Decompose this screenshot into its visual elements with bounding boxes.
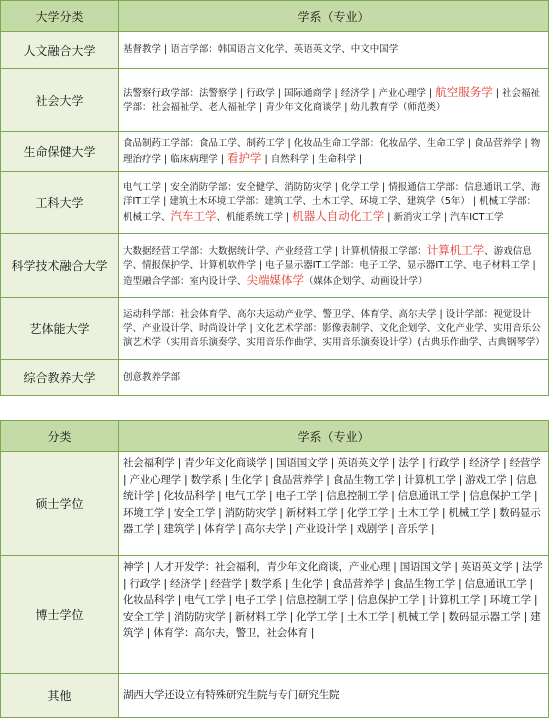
table-row	[1, 298, 549, 360]
majors-text: | 新消灾工学 | 汽车ICT工学	[384, 211, 504, 223]
departments-cell: 社会福利学 | 青少年文化商谈学 | 国语国文学 | 英语英文学 | 法学 | 行政学 | 经济学 | 经营学 | 产业心理学 | 数学系 | 生化学 | 食品营养学 | 食品生物工学 | 计算机工学 | 游戏工学 | 信息统计学 | 化妆品科学 | 电气工学 | 电子工学 | 信息控制工学 | 信息通讯工学 | 信息保护工学 | 环境工学 | 安全工学 | 消防防灾学 | 新材料工学 | 化学工学 | 土木工学 | 机械工学 | 数码显示器工学 | 建筑学 | 体育学 | 高尔夫学 | 产业设计学 | 戏剧学 | 音乐学 |	[119, 452, 549, 556]
highlighted-major: 尖端媒体学	[246, 272, 305, 287]
majors-text: 法警察行政学部：法警察学 | 行政学 | 国际通商学 | 经济学 | 产业心理学 |	[123, 88, 436, 99]
category-cell: 硕士学位	[1, 452, 119, 556]
majors-text: 大数据经营工学部：大数据统计学、产业经营工学 | 计算机情报工学部：	[123, 245, 427, 257]
majors-text: | 社会福祉学部：社会福祉学、老人福祉学 | 青少年文化商谈学 | 幼儿教育学（师范类）	[123, 88, 540, 113]
table-row	[1, 360, 549, 396]
majors-text: （媒体企划学、动画设计学）	[304, 275, 428, 287]
departments-cell	[119, 132, 549, 172]
departments-cell	[119, 32, 549, 69]
header-university-category: 大学分类	[1, 1, 119, 32]
majors-text: 运动科学部：社会体育学、高尔夫运动产业学、警卫学、体育学、高尔夫学 | 设计学部：视觉设计学、产业设计学、时尚设计学 | 文化艺术学部：影像表制学、文化企划学、文化产业学、实用音乐公演艺术学（实用音乐演奏学、实用音乐作曲学、实用音乐演奏设计学）(古典乐作曲学、古典钢琴学）	[123, 308, 545, 348]
departments-cell: 神学 | 人才开发学：社会福利，青少年文化商谈，产业心理 | 国语国文学 | 英语英文学 | 法学 | 行政学 | 经济学 | 经营学 | 数学系 | 生化学 | 食品营养学 | 食品生物工学 | 信息通讯工学 | 化妆品科学 | 电气工学 | 电子工学 | 信息控制工学 | 信息保护工学 | 计算机工学 | 环境工学 | 安全工学 | 消防防灾学 | 新材料工学 | 化学工学 | 土木工学 | 机械工学 | 数码显示器工学 | 建筑学 | 体育学：高尔夫，警卫，社会体育 |	[119, 556, 549, 674]
departments-cell	[119, 360, 549, 396]
highlighted-major: 看护学	[226, 150, 262, 165]
category-cell: 综合教养大学	[1, 360, 119, 396]
table-header-row	[1, 421, 549, 452]
departments-cell	[119, 172, 549, 234]
table-row	[1, 674, 549, 718]
majors-text: 电气工学 | 安全消防学部：安全健学、消防防灾学 | 化学工学 | 情报通信工学部：信息通讯工学、海洋IT工学 | 建筑土木环境工学部：建筑工学、土木工学、环境工学、建筑学（5年） | 机械工学部：机械工学、	[123, 181, 541, 223]
header-category: 分类	[1, 421, 119, 452]
majors-text: 、机能系统工学 |	[216, 211, 293, 223]
majors-text: 创意教养学部	[123, 371, 181, 383]
table-header-row	[1, 1, 549, 32]
highlighted-major: 汽车工学	[170, 208, 217, 223]
highlighted-major: 机器人自动化工学	[292, 208, 385, 223]
majors-text: 基督教学 | 语言学部：韩国语言文化学、英语英文学、中文中国学	[123, 44, 399, 55]
highlighted-major: 计算机工学	[426, 242, 485, 257]
departments-cell	[119, 69, 549, 132]
departments-cell: 湖西大学还设立有特殊研究生院与专门研究生院	[119, 674, 549, 718]
majors-text: | 自然科学 | 生命科学 |	[261, 153, 363, 165]
header-departments: 学系（专业）	[119, 421, 549, 452]
departments-cell	[119, 234, 549, 298]
departments-cell	[119, 298, 549, 360]
highlighted-major: 航空服务学	[435, 85, 493, 99]
header-departments: 学系（专业）	[119, 1, 549, 32]
degree-programs-table	[0, 420, 549, 718]
table-row	[1, 132, 549, 172]
table-row	[1, 234, 549, 298]
category-cell: 其他	[1, 674, 119, 718]
category-cell: 生命保健大学	[1, 132, 119, 172]
table-row	[1, 556, 549, 674]
majors-text: 、游戏信息学、情报保护学、计算机软件学 | 电子显示器IT工学部：电子工学、显示器IT工学、电子材料工学 | 造型融合学部：室内设计学、	[123, 245, 536, 287]
table-row	[1, 32, 549, 69]
category-cell: 博士学位	[1, 556, 119, 674]
majors-text: 食品制药工学部：食品工学、制药工学 | 化妆品生命工学部：化妆品学、生命工学 | 食品营养学 | 物理治疗学 | 临床病理学 |	[123, 137, 541, 165]
category-cell: 社会大学	[1, 69, 119, 132]
table-row	[1, 69, 549, 132]
category-cell: 艺体能大学	[1, 298, 119, 360]
category-cell: 人文融合大学	[1, 32, 119, 69]
table-row	[1, 172, 549, 234]
category-cell: 工科大学	[1, 172, 119, 234]
table-row	[1, 452, 549, 556]
category-cell: 科学技术融合大学	[1, 234, 119, 298]
